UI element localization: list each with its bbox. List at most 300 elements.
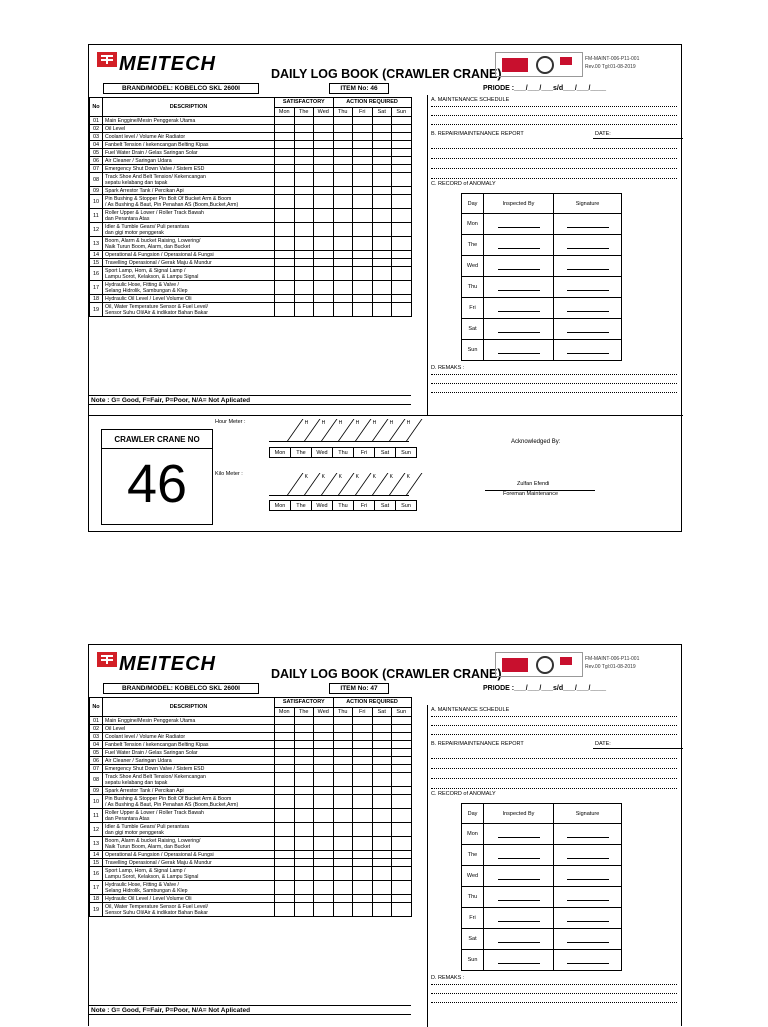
check-cell[interactable] xyxy=(353,725,373,733)
check-cell[interactable] xyxy=(314,303,334,317)
check-cell[interactable] xyxy=(353,795,373,809)
check-cell[interactable] xyxy=(333,787,353,795)
check-cell[interactable] xyxy=(275,223,295,237)
check-cell[interactable] xyxy=(294,895,314,903)
check-cell[interactable] xyxy=(275,823,295,837)
check-cell[interactable] xyxy=(333,195,353,209)
check-cell[interactable] xyxy=(353,125,373,133)
check-cell[interactable] xyxy=(392,173,412,187)
signature-cell[interactable] xyxy=(554,824,622,845)
check-cell[interactable] xyxy=(372,773,392,787)
check-cell[interactable] xyxy=(392,237,412,251)
check-cell[interactable] xyxy=(372,195,392,209)
check-cell[interactable] xyxy=(392,765,412,773)
check-cell[interactable] xyxy=(314,725,334,733)
check-cell[interactable] xyxy=(333,223,353,237)
check-cell[interactable] xyxy=(333,903,353,917)
check-cell[interactable] xyxy=(333,881,353,895)
check-cell[interactable] xyxy=(333,149,353,157)
check-cell[interactable] xyxy=(294,267,314,281)
check-cell[interactable] xyxy=(294,259,314,267)
check-cell[interactable] xyxy=(294,209,314,223)
check-cell[interactable] xyxy=(372,251,392,259)
check-cell[interactable] xyxy=(294,787,314,795)
check-cell[interactable] xyxy=(314,295,334,303)
check-cell[interactable] xyxy=(275,173,295,187)
check-cell[interactable] xyxy=(314,867,334,881)
check-cell[interactable] xyxy=(392,741,412,749)
signature-cell[interactable] xyxy=(554,887,622,908)
check-cell[interactable] xyxy=(294,281,314,295)
check-cell[interactable] xyxy=(372,259,392,267)
check-cell[interactable] xyxy=(314,259,334,267)
check-cell[interactable] xyxy=(372,165,392,173)
check-cell[interactable] xyxy=(353,741,373,749)
inspected-by-cell[interactable] xyxy=(484,256,554,277)
check-cell[interactable] xyxy=(353,281,373,295)
check-cell[interactable] xyxy=(392,117,412,125)
check-cell[interactable] xyxy=(392,725,412,733)
check-cell[interactable] xyxy=(353,851,373,859)
signature-cell[interactable] xyxy=(554,214,622,235)
check-cell[interactable] xyxy=(392,903,412,917)
check-cell[interactable] xyxy=(294,741,314,749)
check-cell[interactable] xyxy=(333,725,353,733)
check-cell[interactable] xyxy=(333,281,353,295)
check-cell[interactable] xyxy=(333,117,353,125)
check-cell[interactable] xyxy=(353,295,373,303)
check-cell[interactable] xyxy=(372,117,392,125)
check-cell[interactable] xyxy=(392,149,412,157)
inspected-by-cell[interactable] xyxy=(484,908,554,929)
check-cell[interactable] xyxy=(392,773,412,787)
signature-cell[interactable] xyxy=(554,950,622,971)
check-cell[interactable] xyxy=(294,773,314,787)
check-cell[interactable] xyxy=(353,809,373,823)
check-cell[interactable] xyxy=(314,903,334,917)
check-cell[interactable] xyxy=(392,787,412,795)
period-field[interactable]: PRIODE :___/___/___s/d___/___/____ xyxy=(483,85,606,92)
check-cell[interactable] xyxy=(314,267,334,281)
check-cell[interactable] xyxy=(392,133,412,141)
inspected-by-cell[interactable] xyxy=(484,298,554,319)
check-cell[interactable] xyxy=(275,281,295,295)
check-cell[interactable] xyxy=(294,859,314,867)
check-cell[interactable] xyxy=(333,165,353,173)
check-cell[interactable] xyxy=(275,867,295,881)
check-cell[interactable] xyxy=(333,259,353,267)
check-cell[interactable] xyxy=(275,125,295,133)
inspected-by-cell[interactable] xyxy=(484,866,554,887)
check-cell[interactable] xyxy=(372,809,392,823)
check-cell[interactable] xyxy=(392,867,412,881)
check-cell[interactable] xyxy=(353,303,373,317)
check-cell[interactable] xyxy=(333,757,353,765)
check-cell[interactable] xyxy=(294,133,314,141)
check-cell[interactable] xyxy=(372,209,392,223)
check-cell[interactable] xyxy=(314,717,334,725)
check-cell[interactable] xyxy=(372,823,392,837)
check-cell[interactable] xyxy=(294,303,314,317)
check-cell[interactable] xyxy=(294,251,314,259)
check-cell[interactable] xyxy=(372,903,392,917)
check-cell[interactable] xyxy=(275,117,295,125)
check-cell[interactable] xyxy=(392,295,412,303)
check-cell[interactable] xyxy=(392,881,412,895)
check-cell[interactable] xyxy=(314,251,334,259)
check-cell[interactable] xyxy=(392,837,412,851)
check-cell[interactable] xyxy=(372,149,392,157)
check-cell[interactable] xyxy=(353,823,373,837)
check-cell[interactable] xyxy=(353,165,373,173)
check-cell[interactable] xyxy=(353,259,373,267)
check-cell[interactable] xyxy=(353,195,373,209)
check-cell[interactable] xyxy=(372,717,392,725)
check-cell[interactable] xyxy=(314,787,334,795)
check-cell[interactable] xyxy=(372,223,392,237)
check-cell[interactable] xyxy=(275,141,295,149)
check-cell[interactable] xyxy=(333,895,353,903)
check-cell[interactable] xyxy=(333,157,353,165)
check-cell[interactable] xyxy=(275,157,295,165)
check-cell[interactable] xyxy=(333,823,353,837)
check-cell[interactable] xyxy=(372,237,392,251)
check-cell[interactable] xyxy=(294,725,314,733)
check-cell[interactable] xyxy=(333,749,353,757)
check-cell[interactable] xyxy=(294,117,314,125)
check-cell[interactable] xyxy=(353,133,373,141)
check-cell[interactable] xyxy=(372,173,392,187)
check-cell[interactable] xyxy=(294,823,314,837)
check-cell[interactable] xyxy=(275,837,295,851)
check-cell[interactable] xyxy=(392,141,412,149)
check-cell[interactable] xyxy=(275,165,295,173)
check-cell[interactable] xyxy=(294,881,314,895)
check-cell[interactable] xyxy=(333,717,353,725)
check-cell[interactable] xyxy=(333,765,353,773)
signature-cell[interactable] xyxy=(554,319,622,340)
signature-cell[interactable] xyxy=(554,277,622,298)
check-cell[interactable] xyxy=(294,223,314,237)
check-cell[interactable] xyxy=(392,267,412,281)
check-cell[interactable] xyxy=(372,267,392,281)
check-cell[interactable] xyxy=(353,237,373,251)
check-cell[interactable] xyxy=(353,765,373,773)
check-cell[interactable] xyxy=(314,881,334,895)
signature-cell[interactable] xyxy=(554,845,622,866)
check-cell[interactable] xyxy=(372,133,392,141)
check-cell[interactable] xyxy=(275,237,295,251)
check-cell[interactable] xyxy=(275,187,295,195)
check-cell[interactable] xyxy=(294,295,314,303)
check-cell[interactable] xyxy=(372,895,392,903)
check-cell[interactable] xyxy=(372,741,392,749)
check-cell[interactable] xyxy=(392,859,412,867)
check-cell[interactable] xyxy=(294,867,314,881)
check-cell[interactable] xyxy=(294,165,314,173)
check-cell[interactable] xyxy=(294,837,314,851)
check-cell[interactable] xyxy=(275,903,295,917)
inspected-by-cell[interactable] xyxy=(484,887,554,908)
check-cell[interactable] xyxy=(275,895,295,903)
check-cell[interactable] xyxy=(353,787,373,795)
check-cell[interactable] xyxy=(372,125,392,133)
check-cell[interactable] xyxy=(353,895,373,903)
check-cell[interactable] xyxy=(372,187,392,195)
check-cell[interactable] xyxy=(294,187,314,195)
check-cell[interactable] xyxy=(333,859,353,867)
check-cell[interactable] xyxy=(353,881,373,895)
check-cell[interactable] xyxy=(294,173,314,187)
check-cell[interactable] xyxy=(372,867,392,881)
check-cell[interactable] xyxy=(392,303,412,317)
check-cell[interactable] xyxy=(294,733,314,741)
check-cell[interactable] xyxy=(353,773,373,787)
check-cell[interactable] xyxy=(372,787,392,795)
check-cell[interactable] xyxy=(392,749,412,757)
check-cell[interactable] xyxy=(333,741,353,749)
check-cell[interactable] xyxy=(294,237,314,251)
check-cell[interactable] xyxy=(314,733,334,741)
check-cell[interactable] xyxy=(392,223,412,237)
kilo-meter-cells[interactable] xyxy=(269,473,409,495)
inspected-by-cell[interactable] xyxy=(484,277,554,298)
check-cell[interactable] xyxy=(314,223,334,237)
hour-meter-cells[interactable] xyxy=(269,419,409,441)
check-cell[interactable] xyxy=(294,765,314,773)
check-cell[interactable] xyxy=(353,859,373,867)
check-cell[interactable] xyxy=(372,757,392,765)
signature-cell[interactable] xyxy=(554,908,622,929)
check-cell[interactable] xyxy=(275,209,295,223)
check-cell[interactable] xyxy=(333,209,353,223)
check-cell[interactable] xyxy=(294,157,314,165)
check-cell[interactable] xyxy=(353,223,373,237)
row-description xyxy=(103,895,275,903)
check-cell[interactable] xyxy=(314,173,334,187)
check-cell[interactable] xyxy=(333,173,353,187)
check-cell[interactable] xyxy=(314,749,334,757)
check-cell[interactable] xyxy=(353,173,373,187)
check-cell[interactable] xyxy=(294,809,314,823)
check-cell[interactable] xyxy=(314,237,334,251)
inspected-by-cell[interactable] xyxy=(484,845,554,866)
check-cell[interactable] xyxy=(333,125,353,133)
check-cell[interactable] xyxy=(275,787,295,795)
check-cell[interactable] xyxy=(353,749,373,757)
check-cell[interactable] xyxy=(275,251,295,259)
check-cell[interactable] xyxy=(314,773,334,787)
check-cell[interactable] xyxy=(275,733,295,741)
check-cell[interactable] xyxy=(333,809,353,823)
check-cell[interactable] xyxy=(275,259,295,267)
check-cell[interactable] xyxy=(372,303,392,317)
check-cell[interactable] xyxy=(392,281,412,295)
check-cell[interactable] xyxy=(353,267,373,281)
signature-cell[interactable] xyxy=(554,866,622,887)
check-cell[interactable] xyxy=(275,741,295,749)
check-cell[interactable] xyxy=(333,187,353,195)
check-cell[interactable] xyxy=(294,795,314,809)
check-cell[interactable] xyxy=(333,295,353,303)
check-cell[interactable] xyxy=(353,837,373,851)
check-cell[interactable] xyxy=(333,773,353,787)
check-cell[interactable] xyxy=(353,157,373,165)
inspected-by-cell[interactable] xyxy=(484,214,554,235)
check-cell[interactable] xyxy=(314,165,334,173)
check-cell[interactable] xyxy=(294,717,314,725)
check-cell[interactable] xyxy=(392,165,412,173)
check-cell[interactable] xyxy=(372,157,392,165)
check-cell[interactable] xyxy=(392,717,412,725)
check-cell[interactable] xyxy=(353,251,373,259)
check-cell[interactable] xyxy=(392,809,412,823)
check-cell[interactable] xyxy=(353,757,373,765)
check-cell[interactable] xyxy=(333,303,353,317)
check-cell[interactable] xyxy=(392,795,412,809)
check-cell[interactable] xyxy=(333,267,353,281)
check-cell[interactable] xyxy=(392,851,412,859)
check-cell[interactable] xyxy=(294,757,314,765)
check-cell[interactable] xyxy=(314,209,334,223)
check-cell[interactable] xyxy=(333,237,353,251)
check-cell[interactable] xyxy=(353,209,373,223)
check-cell[interactable] xyxy=(392,757,412,765)
check-cell[interactable] xyxy=(314,851,334,859)
check-cell[interactable] xyxy=(333,851,353,859)
check-cell[interactable] xyxy=(294,149,314,157)
check-cell[interactable] xyxy=(275,267,295,281)
check-cell[interactable] xyxy=(314,195,334,209)
check-cell[interactable] xyxy=(372,795,392,809)
check-cell[interactable] xyxy=(353,903,373,917)
check-cell[interactable] xyxy=(333,795,353,809)
check-cell[interactable] xyxy=(392,209,412,223)
check-cell[interactable] xyxy=(294,195,314,209)
check-cell[interactable] xyxy=(275,859,295,867)
signature-cell[interactable] xyxy=(554,256,622,277)
check-cell[interactable] xyxy=(314,133,334,141)
check-cell[interactable] xyxy=(372,749,392,757)
check-cell[interactable] xyxy=(314,765,334,773)
check-cell[interactable] xyxy=(314,757,334,765)
check-cell[interactable] xyxy=(275,757,295,765)
check-cell[interactable] xyxy=(353,717,373,725)
check-cell[interactable] xyxy=(353,733,373,741)
check-cell[interactable] xyxy=(353,141,373,149)
check-cell[interactable] xyxy=(275,881,295,895)
check-cell[interactable] xyxy=(314,809,334,823)
check-cell[interactable] xyxy=(314,281,334,295)
check-cell[interactable] xyxy=(333,141,353,149)
inspected-by-cell[interactable] xyxy=(484,824,554,845)
check-cell[interactable] xyxy=(333,867,353,881)
check-cell[interactable] xyxy=(333,837,353,851)
check-cell[interactable] xyxy=(392,187,412,195)
check-cell[interactable] xyxy=(314,895,334,903)
check-cell[interactable] xyxy=(275,725,295,733)
check-cell[interactable] xyxy=(372,281,392,295)
check-cell[interactable] xyxy=(353,867,373,881)
check-cell[interactable] xyxy=(372,295,392,303)
signature-cell[interactable] xyxy=(554,298,622,319)
check-cell[interactable] xyxy=(392,251,412,259)
check-cell[interactable] xyxy=(392,195,412,209)
check-cell[interactable] xyxy=(372,837,392,851)
check-cell[interactable] xyxy=(275,809,295,823)
check-cell[interactable] xyxy=(314,741,334,749)
check-cell[interactable] xyxy=(392,823,412,837)
check-cell[interactable] xyxy=(275,765,295,773)
check-cell[interactable] xyxy=(372,765,392,773)
check-cell[interactable] xyxy=(333,733,353,741)
check-cell[interactable] xyxy=(372,881,392,895)
check-cell[interactable] xyxy=(275,773,295,787)
check-cell[interactable] xyxy=(314,157,334,165)
check-cell[interactable] xyxy=(314,795,334,809)
check-cell[interactable] xyxy=(275,149,295,157)
check-cell[interactable] xyxy=(275,795,295,809)
check-cell[interactable] xyxy=(333,251,353,259)
check-cell[interactable] xyxy=(275,295,295,303)
check-cell[interactable] xyxy=(392,259,412,267)
check-cell[interactable] xyxy=(294,749,314,757)
row-number: 08 xyxy=(90,773,103,787)
check-cell[interactable] xyxy=(275,303,295,317)
check-cell[interactable] xyxy=(294,141,314,149)
check-cell[interactable] xyxy=(353,117,373,125)
check-cell[interactable] xyxy=(294,903,314,917)
check-cell[interactable] xyxy=(353,149,373,157)
check-cell[interactable] xyxy=(314,823,334,837)
check-cell[interactable] xyxy=(353,187,373,195)
signature-cell[interactable] xyxy=(554,235,622,256)
inspected-by-cell[interactable] xyxy=(484,929,554,950)
check-cell[interactable] xyxy=(372,141,392,149)
check-cell[interactable] xyxy=(372,733,392,741)
check-cell[interactable] xyxy=(275,133,295,141)
check-cell[interactable] xyxy=(314,149,334,157)
check-cell[interactable] xyxy=(314,117,334,125)
check-cell[interactable] xyxy=(294,851,314,859)
check-cell[interactable] xyxy=(275,851,295,859)
check-cell[interactable] xyxy=(275,717,295,725)
check-cell[interactable] xyxy=(372,851,392,859)
check-cell[interactable] xyxy=(275,749,295,757)
check-cell[interactable] xyxy=(314,125,334,133)
check-cell[interactable] xyxy=(333,133,353,141)
check-cell[interactable] xyxy=(314,141,334,149)
check-cell[interactable] xyxy=(392,125,412,133)
inspected-by-cell[interactable] xyxy=(484,340,554,361)
inspected-by-cell[interactable] xyxy=(484,235,554,256)
period-field[interactable]: PRIODE :___/___/___s/d___/___/____ xyxy=(483,685,606,692)
check-cell[interactable] xyxy=(314,859,334,867)
signature-cell[interactable] xyxy=(554,340,622,361)
inspected-by-cell[interactable] xyxy=(484,950,554,971)
check-cell[interactable] xyxy=(372,859,392,867)
check-cell[interactable] xyxy=(392,157,412,165)
check-cell[interactable] xyxy=(392,895,412,903)
check-cell[interactable] xyxy=(294,125,314,133)
check-cell[interactable] xyxy=(372,725,392,733)
check-cell[interactable] xyxy=(275,195,295,209)
signature-cell[interactable] xyxy=(554,929,622,950)
check-cell[interactable] xyxy=(314,187,334,195)
check-cell[interactable] xyxy=(392,733,412,741)
inspected-by-cell[interactable] xyxy=(484,319,554,340)
check-cell[interactable] xyxy=(314,837,334,851)
